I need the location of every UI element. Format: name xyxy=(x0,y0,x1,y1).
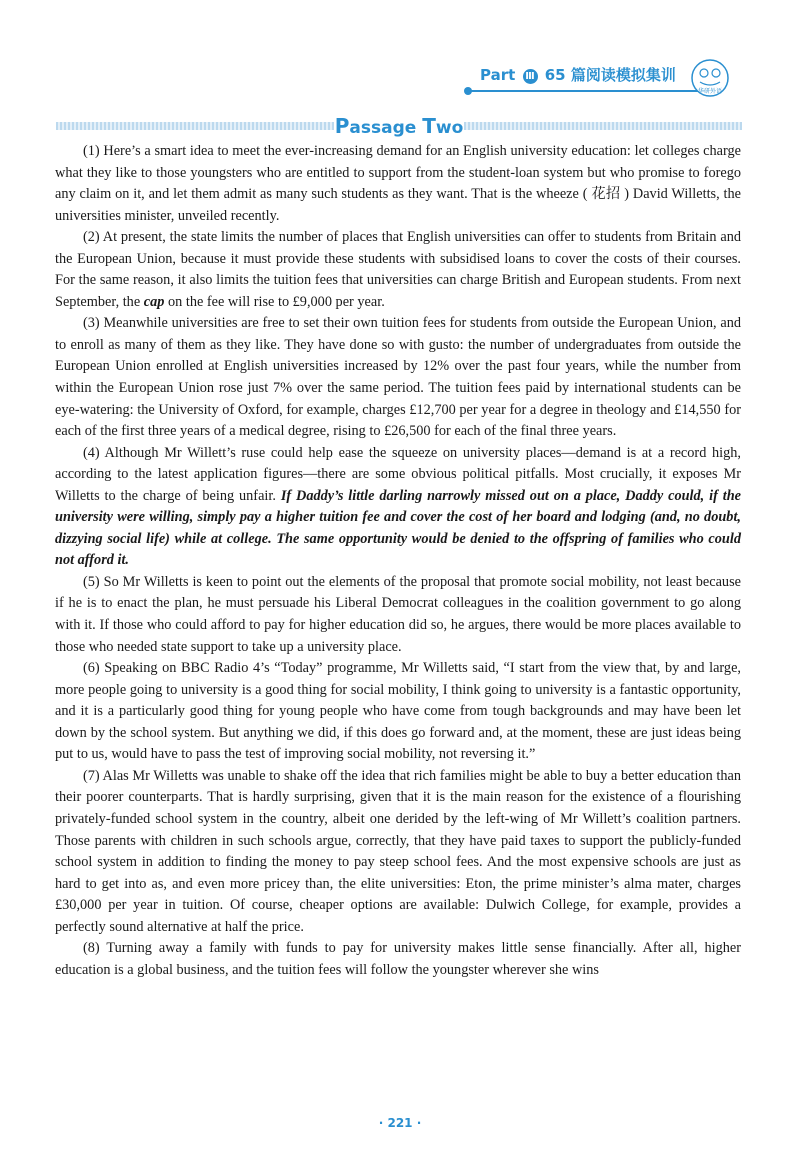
paragraph-1: (1) Here’s a smart idea to meet the ever-increasing demand for an English university education: let colleges charge what they like to those youngsters who are entitled to support from the student-loan system but who promise to forego any claim on it, and let them admit as many such students as they want. That is the wheeze ( 花招 ) David Willetts, the universities minister, unveiled recently. xyxy=(55,143,741,224)
section-name: 65 篇阅读模拟集训 xyxy=(544,66,676,84)
part-number-badge: Ⅲ xyxy=(523,69,538,84)
passage-header xyxy=(56,114,742,138)
paragraph-2: (2) At present, the state limits the number of places that English universities can offer to students from Britain and the European Union, because it must provide these students with subsidised loans to cover the costs of their courses. For the same reason, it also limits the tuition fees that universities can charge British and European students. From next September, the cap on the fee will rise to £9,000 per year. xyxy=(55,229,741,310)
running-header xyxy=(470,58,770,95)
logo-text: 华研外语 xyxy=(697,88,723,95)
section-title xyxy=(480,64,676,85)
passage-title: Passage Two xyxy=(334,114,464,138)
paragraph-6: (6) Speaking on BBC Radio 4’s “Today” programme, Mr Willetts said, “I start from the view that, by and large, more people going to university is a good thing for social mobility, I think going to university is a fantastic opportunity, and it is a particularly good thing for young people who have come from tough backgrounds and may have been let down by the school system. But anything we did, if this does go forward and, at the moment, these are just ideas being put to us, would have to pass the test of improving social mobility, not reversing it.” xyxy=(55,660,741,763)
paragraph-4: (4) Although Mr Willett’s ruse could help ease the squeeze on university places—demand is at a record high, according to the latest application figures—there are some obvious political pitfalls. Most crucially, it exposes Mr Willetts to the charge of being unfair. If Daddy’s little darling narrowly missed out on a place, Daddy could, if the university were willing, simply pay a higher tuition fee and cover the cost of her board and lodging (and, no doubt, dizzying social life) while at college. The same opportunity would be denied to the offspring of families who could not afford it. xyxy=(55,444,741,569)
emphasized-word-cap: cap xyxy=(143,293,165,310)
paragraph-3: (3) Meanwhile universities are free to set their own tuition fees for students from outside the European Union, and to enroll as many of them as they like. They have done so with gusto: the number of undergraduates from outside the European Union enrolled at English universities increased by 12% over the past four years, while the number from within the European Union rose just 7% over the same period. The tuition fees paid by international students can be eye-watering: the University of Oxford, for example, charges £12,700 per year for a degree in theology and £14,550 for each of the first three years of a medical degree, rising to £26,500 for each of the final three years. xyxy=(55,315,741,440)
paragraph-7: (7) Alas Mr Willetts was unable to shake off the idea that rich families might be able to buy a better education than their poorer counterparts. That is hardly surprising, given that it is the main reason for the existence of a flourishing privately-funded school system in the country, albeit one derided by the left-wing of Mr Willett’s coalition partners. Those parents with children in such schools argue, correctly, that they have paid taxes to support the publicly-funded school system in addition to finding the money to pay steep school fees. And the most expensive schools are just as hard to get into as, and even more pricey than, the elite universities: Eton, the prime minister’s alma mater, charges £30,000 per year in tuition. Of course, cheaper options are available: Dulwich College, for example, provides a perfectly sound alternative at half the price. xyxy=(55,767,741,935)
header-rule xyxy=(470,90,702,92)
passage-body xyxy=(55,141,741,981)
part-label: Part xyxy=(480,66,516,84)
publisher-logo-icon xyxy=(690,58,730,98)
paragraph-5: (5) So Mr Willetts is keen to point out the elements of the proposal that promote social mobility, not least because if he is to enact the plan, he must persuade his Liberal Democrat colleagues in the coalition government to go along with it. If those who could afford to pay for higher education did so, he argues, there would be more places available to those who needed state support to take up a university place. xyxy=(55,573,741,655)
paragraph-8: (8) Turning away a family with funds to pay for university makes little sense financially. After all, higher education is a global business, and the tuition fees will follow the youngster wherever she wins xyxy=(55,940,741,978)
page-number: · 221 · xyxy=(378,1116,422,1130)
emphasized-sentence: If Daddy’s little darling narrowly missed out on a place, Daddy could, if the university were willing, simply pay a higher tuition fee and cover the cost of her board and lodging (and, no doubt, dizzying social life) while at college. The same opportunity would be denied to the offspring of families who could not afford it. xyxy=(55,487,741,569)
